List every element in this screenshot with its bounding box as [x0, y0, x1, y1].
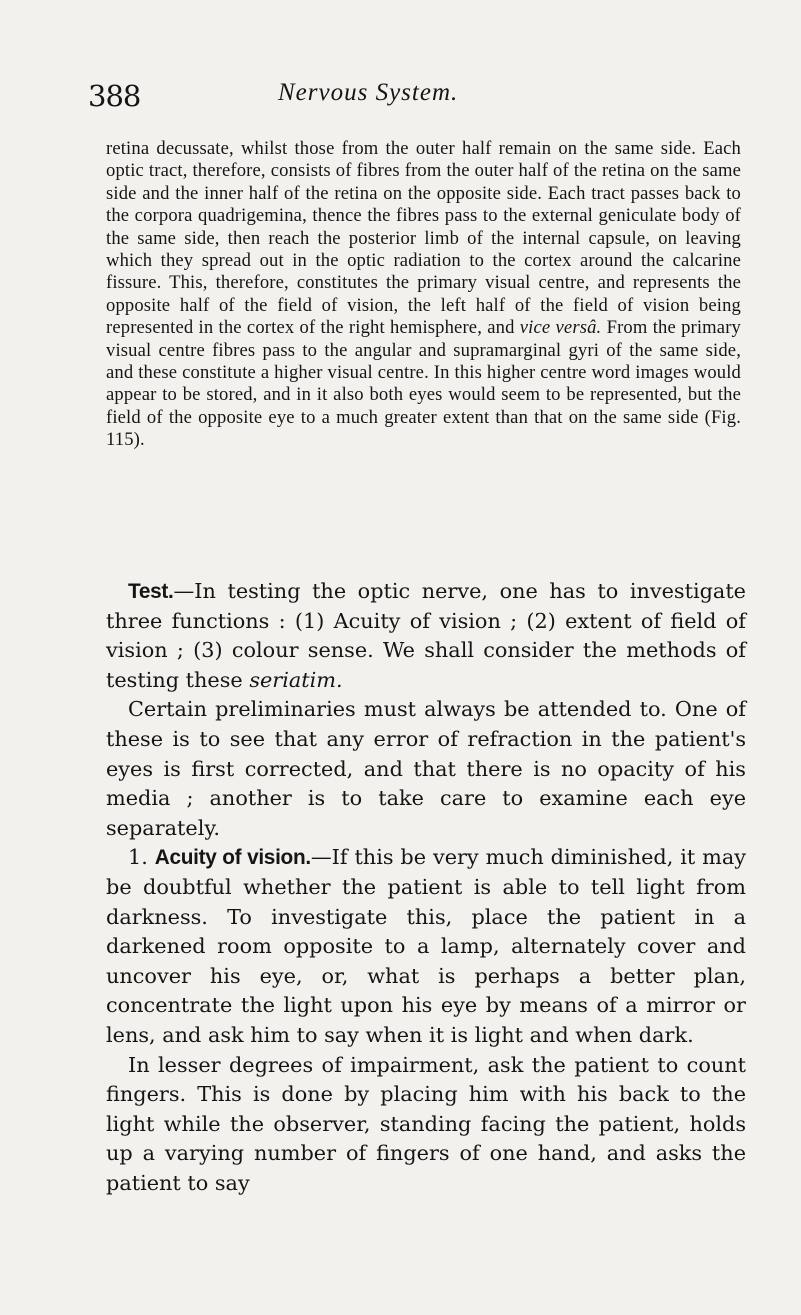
- italic-phrase: vice versâ.: [519, 317, 602, 339]
- runin-heading-acuity: Acuity of vision.: [154, 846, 311, 870]
- runin-heading-test: Test.: [128, 580, 174, 603]
- page-header: [88, 79, 748, 113]
- paragraph-preliminaries: Certain preliminaries must always be attended to. One of these is to see that any error of refraction in the patient's eyes is first corrected, and that there is no opacity of his media ; another is to take care to examine each eye separately.: [106, 697, 746, 840]
- paragraph-optic-tract: [106, 138, 741, 452]
- paragraph-lesser-degrees: In lesser degrees of impairment, ask the patient to count fingers. This is done by placing him with his back to the light while the observer, standing facing the patient, holds up a varying number of fingers of one hand, and asks the patient to say: [106, 1052, 746, 1195]
- paragraph-text: retina decussate, whilst those from the outer half remain on the same side. Each optic tract, therefore, consists of fibres from the outer half of the retina on the same side and the inner half of the retina on the opposite side. Each tract passes back to the corpora quadrigemina, thence the fibres pass to the external geniculate body of the same side, then reach the posterior limb of the internal capsule, on leaving which they spread out in the optic radiation to the cortex around the calcarine fissure. This, therefore, constitutes the primary visual centre, and represents the opposite half of the field of vision, the left half of the field of vision being represented in the cortex of the right hemisphere, and: [106, 138, 741, 339]
- small-type-paragraph: [106, 138, 741, 452]
- list-number: 1.: [128, 845, 148, 870]
- paragraph-test: [106, 577, 746, 695]
- paragraph-acuity: [106, 843, 746, 1050]
- paragraph-text: —If this be very much diminished, it may be doubtful whether the patient is able to tell light from darkness. To investigate this, place the patient in a darkened room opposite to a lamp, alternately cover and uncover his eye, or, what is perhaps a better plan, concentrate the light upon his eye by means of a mirror or lens, and ask him to say when it is light and when dark.: [106, 845, 746, 1047]
- page-number: 388: [88, 79, 141, 113]
- paragraph-text: —In testing the optic nerve, one has to investigate three functions : (1) Acuity of vision ; (2) extent of field of vision ; (3) colour sense. We shall consider the methods of testing these: [106, 579, 746, 692]
- italic-phrase: seriatim.: [249, 667, 343, 692]
- main-text: [106, 577, 746, 1198]
- paragraph-text-continued: From the primary visual centre fibres pass to the angular and supramarginal gyri of the same side, and these constitute a higher visual centre. In this higher centre word images would appear to be stored, and in it also both eyes would seem to be represented, but the field of the opposite eye to a much greater extent than that on the same side (Fig. 115).: [106, 317, 741, 451]
- running-title: Nervous System.: [278, 79, 459, 106]
